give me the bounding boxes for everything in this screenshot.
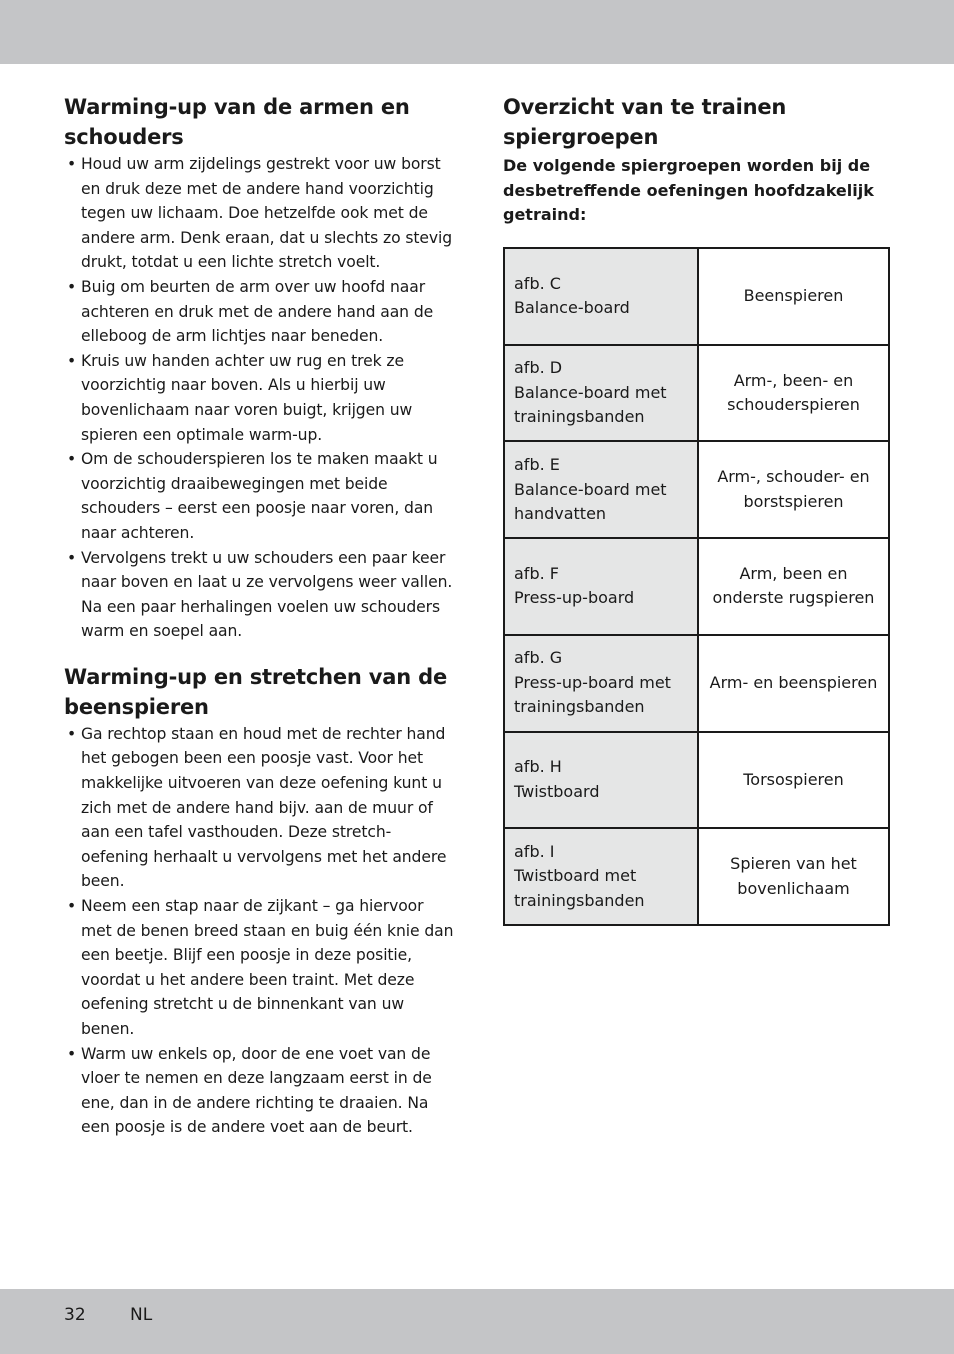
exercise-cell (504, 538, 698, 635)
exercise-name: Press-up-board met trainingsbanden (514, 672, 671, 717)
bullet-icon: • (67, 351, 77, 370)
muscles-cell: Arm- en beenspieren (698, 635, 889, 732)
muscles-cell: Arm-, been- en schouderspieren (698, 345, 889, 442)
bullet-icon: • (67, 548, 77, 567)
list-item: • Neem een stap naar de zijkant – ga hiervoor met de benen breed staan en buig één knie dan een beetje. Blijf een poosje in deze positie, voordat u het andere been traint. Met deze oefening stretcht u de binnenkant van uw benen. (64, 894, 456, 1042)
bullet-icon: • (67, 155, 77, 173)
muscles-cell: Torsospieren (698, 732, 889, 829)
table-row (504, 828, 889, 925)
list-item: • Vervolgens trekt u uw schouders een paar keer naar boven en laat u ze vervolgens weer vallen. Na een paar herhalingen voelen uw schouders warm en soepel aan. (64, 546, 456, 644)
exercise-cell (504, 828, 698, 925)
muscles-cell: Arm, been en onderste rugspieren (698, 538, 889, 635)
figure-label: afb. G (514, 648, 563, 668)
section-title-legs: Warming-up en stretchen van de beenspieren (64, 664, 447, 719)
bullet-list-legs (64, 722, 456, 1140)
exercise-name: Balance-board (514, 298, 630, 318)
bullet-icon: • (67, 277, 77, 296)
exercise-cell (504, 635, 698, 732)
table-row (504, 345, 889, 442)
figure-label: afb. C (514, 273, 561, 293)
bullet-icon: • (67, 1044, 77, 1063)
table-row (504, 635, 889, 732)
exercise-name: Twistboard (514, 781, 600, 801)
muscles-cell: Arm-, schouder- en borstspieren (698, 441, 889, 538)
muscles-cell: Beenspieren (698, 248, 889, 345)
list-item: • Kruis uw handen achter uw rug en trek ze voorzichtig naar boven. Als u hierbij uw bovenlichaam naar voren buigt, krijgen uw spieren een optimale warm-up. (64, 349, 456, 447)
table-row (504, 538, 889, 635)
list-item: • Warm uw enkels op, door de ene voet van de vloer te nemen en deze langzaam eerst in de ene, dan in de andere richting te draaien. Na een poosje is de andere voet aan de beurt. (64, 1042, 456, 1140)
figure-label: afb. H (514, 757, 562, 777)
exercise-cell (504, 248, 698, 345)
bullet-icon: • (67, 897, 77, 916)
exercise-cell (504, 732, 698, 829)
section-title-overview: Overzicht van te trainen spiergroepen (503, 95, 787, 149)
page-number: 32 (64, 1305, 86, 1325)
table-row (504, 248, 889, 345)
header-band (0, 0, 954, 64)
figure-label: afb. E (514, 455, 560, 474)
exercise-name: Press-up-board (514, 588, 635, 608)
exercise-cell (504, 441, 698, 538)
bullet-icon: • (67, 724, 77, 743)
figure-label: afb. I (514, 841, 555, 861)
exercise-name: Balance-board met trainingsbanden (514, 382, 667, 427)
intro-text: De volgende spiergroepen worden bij de desbetreffende oefeningen hoofdzakelijk getraind: (503, 156, 874, 224)
table-row (504, 441, 889, 538)
figure-label: afb. D (514, 358, 563, 378)
right-column (503, 92, 893, 228)
muscle-groups-table (503, 247, 890, 926)
exercise-cell (504, 345, 698, 442)
list-item: • Om de schouderspieren los te maken maakt u voorzichtig draaibewegingen met beide schouders – eerst een poosje naar voren, dan naar achteren. (64, 447, 456, 545)
muscles-cell: Spieren van het bovenlichaam (698, 828, 889, 925)
table-row (504, 732, 889, 829)
figure-label: afb. F (514, 563, 559, 583)
bullet-list-arms-shoulders (64, 152, 456, 644)
list-item: • Buig om beurten de arm over uw hoofd naar achteren en druk met de andere hand aan de elleboog de arm lichtjes naar beneden. (64, 275, 456, 349)
exercise-name: Twistboard met trainingsbanden (514, 866, 645, 910)
bullet-icon: • (67, 450, 77, 469)
section-title-arms-shoulders: Warming-up van de armen en schouders (64, 95, 410, 149)
left-column (64, 92, 456, 1140)
list-item: • Ga rechtop staan en houd met de rechter hand het gebogen been een poosje vast. Voor het makkelijke uitvoeren van deze oefening kunt u zich met de andere hand bijv. aan de muur of aan een tafel vasthouden. Deze stretch-oefening herhaalt u vervolgens met het andere been. (64, 722, 456, 894)
language-label: NL (130, 1305, 153, 1325)
exercise-name: Balance-board met handvatten (514, 479, 667, 523)
list-item: • Houd uw arm zijdelings gestrekt voor uw borst en druk deze met de andere hand voorzichtig tegen uw lichaam. Doe hetzelfde ook met de andere arm. Denk eraan, dat u slechts zo stevig drukt, totdat u een lichte stretch voelt. (64, 152, 456, 275)
